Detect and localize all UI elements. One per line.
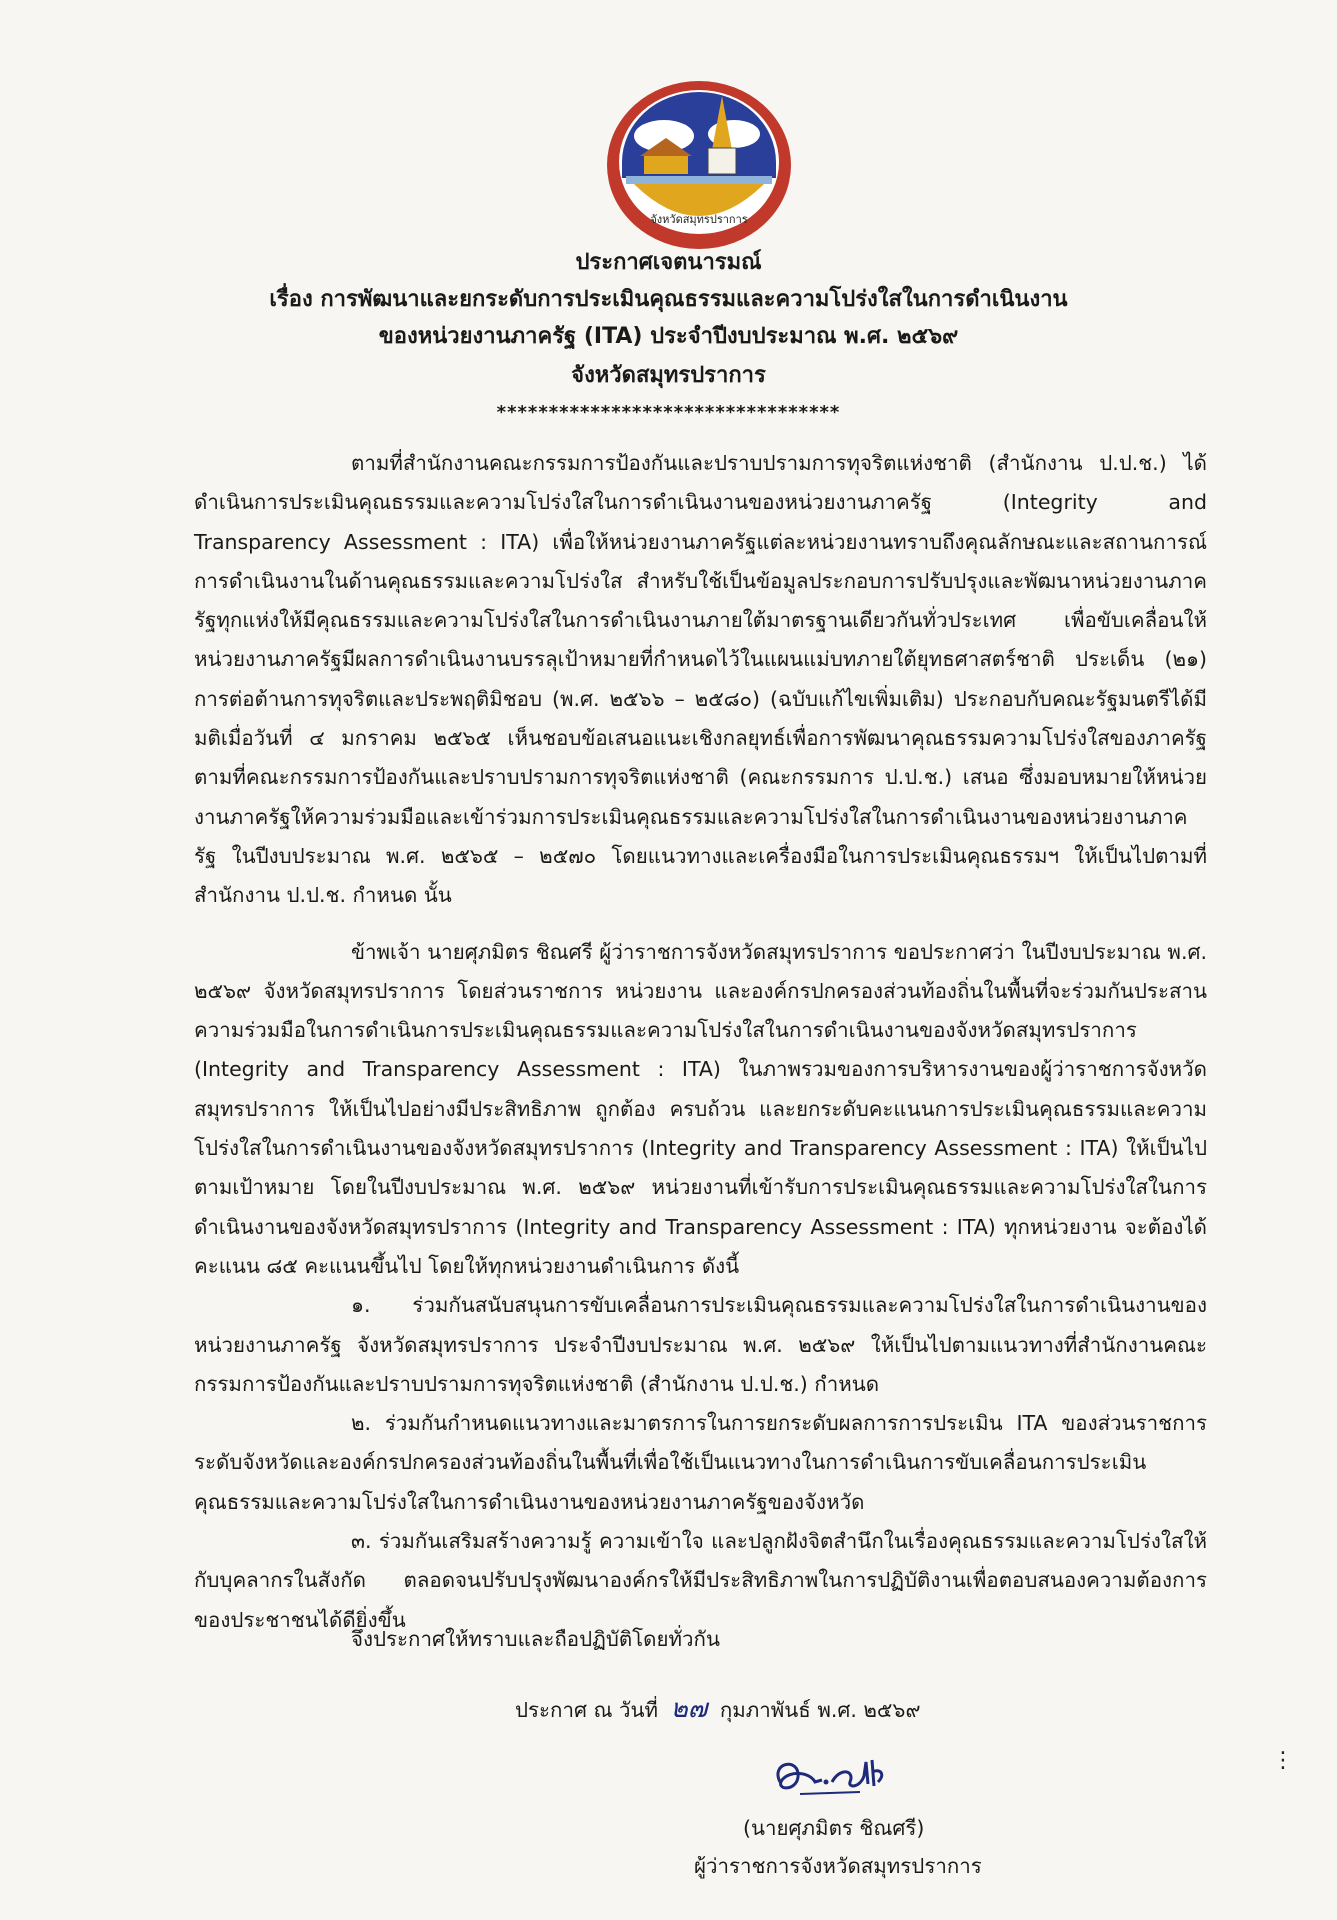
scan-edge-mark: ⋮ (1272, 1748, 1294, 1773)
paragraph-1: ตามที่สำนักงานคณะกรรมการป้องกันและปราบปรามการทุจริตแห่งชาติ (สำนักงาน ป.ป.ช.) ได้ดำเนินการประเมินคุณธรรมและความโปร่งใสในการดำเนินงานของหน่วยงานภาครัฐ (Integrity and Transparency Assessment : ITA) เพื่อให้หน่วยงานภาครัฐแต่ละหน่วยงานทราบถึงคุณลักษณะและสถานการณ์การดำเนินงานในด้านคุณธรรมและความโปร่งใส สำหรับใช้เป็นข้อมูลประกอบการปรับปรุงและพัฒนาหน่วยงานภาครัฐทุกแห่งให้มีคุณธรรมและความโปร่งใสในการดำเนินงานภายใต้มาตรฐานเดียวกันทั่วประเทศ เพื่อขับเคลื่อนให้หน่วยงานภาครัฐมีผลการดำเนินงานบรรลุเป้าหมายที่กำหนดไว้ในแผนแม่บทภายใต้ยุทธศาสตร์ชาติ ประเด็น (๒๑) การต่อต้านการทุจริตและประพฤติมิชอบ (พ.ศ. ๒๕๖๖ – ๒๕๘๐) (ฉบับแก้ไขเพิ่มเติม) ประกอบกับคณะรัฐมนตรีได้มีมติเมื่อวันที่ ๔ มกราคม ๒๕๖๕ เห็นชอบข้อเสนอแนะเชิงกลยุทธ์เพื่อการพัฒนาคุณธรรมความโปร่งใสของภาครัฐ ตามที่คณะกรรมการป้องกันและปราบปรามการทุจริตแห่งชาติ (คณะกรรมการ ป.ป.ช.) เสนอ ซึ่งมอบหมายให้หน่วยงานภาครัฐให้ความร่วมมือและเข้าร่วมการประเมินคุณธรรมและความโปร่งใสในการดำเนินงานของหน่วยงานภาครัฐ ในปีงบประมาณ พ.ศ. ๒๕๖๕ – ๒๕๗๐ โดยแนวทางและเครื่องมือในการประเมินคุณธรรมฯ ให้เป็นไปตามที่สำนักงาน ป.ป.ช. กำหนด นั้น (194, 451, 1207, 908)
province-name: จังหวัดสมุทรปราการ (571, 363, 766, 388)
separator: ********************************* (496, 402, 841, 423)
subject-line-cont: ของหน่วยงานภาครัฐ (ITA) ประจำปีงบประมาณ พ.ศ. ๒๕๖๙ (378, 324, 959, 349)
date-month-year: กุมภาพันธ์ พ.ศ. ๒๕๖๙ (719, 1698, 921, 1722)
announcement-date (515, 1688, 920, 1729)
provincial-seal-logo (604, 78, 794, 252)
subject-line: เรื่อง การพัฒนาและยกระดับการประเมินคุณธรรมและความโปร่งใสในการดำเนินงาน (269, 287, 1068, 312)
date-day-handwritten: ๒๗ (670, 1694, 708, 1724)
list-item-2: ๒. ร่วมกันกำหนดแนวทางและมาตรการในการยกระดับผลการการประเมิน ITA ของส่วนราชการระดับจังหวัดและองค์กรปกครองส่วนท้องถิ่นในพื้นที่เพื่อใช้เป็นแนวทางในการดำเนินการขับเคลื่อนการประเมินคุณธรรมและความโปร่งใสในการดำเนินงานของหน่วยงานภาครัฐของจังหวัด (194, 1411, 1207, 1514)
logo-banner-text: จังหวัดสมุทรปราการ (650, 213, 748, 226)
announcement-heading: ประกาศเจตนารมณ์ (575, 250, 762, 275)
list-item-1: ๑. ร่วมกันสนับสนุนการขับเคลื่อนการประเมินคุณธรรมและความโปร่งใสในการดำเนินงานของหน่วยงานภาครัฐ จังหวัดสมุทรปราการ ประจำปีงบประมาณ พ.ศ. ๒๕๖๙ ให้เป็นไปตามแนวทางที่สำนักงานคณะกรรมการป้องกันและปราบปรามการทุจริตแห่งชาติ (สำนักงาน ป.ป.ช.) กำหนด (194, 1293, 1207, 1396)
signatory-name: (นายศุภมิตร ชิณศรี) (743, 1816, 925, 1840)
paragraph-2: ข้าพเจ้า นายศุภมิตร ชิณศรี ผู้ว่าราชการจังหวัดสมุทรปราการ ขอประกาศว่า ในปีงบประมาณ พ.ศ. ๒๕๖๙ จังหวัดสมุทรปราการ โดยส่วนราชการ หน่วยงาน และองค์กรปกครองส่วนท้องถิ่นในพื้นที่จะร่วมกันประสานความร่วมมือในการดำเนินการประเมินคุณธรรมและความโปร่งใสในการดำเนินงานของจังหวัดสมุทรปราการ (Integrity and Transparency Assessment : ITA) ในภาพรวมของการบริหารงานของผู้ว่าราชการจังหวัดสมุทรปราการ ให้เป็นไปอย่างมีประสิทธิภาพ ถูกต้อง ครบถ้วน และยกระดับคะแนนการประเมินคุณธรรมและความโปร่งใสในการดำเนินงานของจังหวัดสมุทรปราการ (Integrity and Transparency Assessment : ITA) ให้เป็นไปตามเป้าหมาย โดยในปีงบประมาณ พ.ศ. ๒๕๖๙ หน่วยงานที่เข้ารับการประเมินคุณธรรมและความโปร่งใสในการดำเนินงานของจังหวัดสมุทรปราการ (Integrity and Transparency Assessment : ITA) ทุกหน่วยงาน จะต้องได้คะแนน ๘๕ คะแนนขึ้นไป โดยให้ทุกหน่วยงานดำเนินการ ดังนี้ (194, 939, 1207, 1278)
date-prefix: ประกาศ ณ วันที่ (515, 1698, 659, 1722)
closing-statement: จึงประกาศให้ทราบและถือปฏิบัติโดยทั่วกัน (351, 1627, 720, 1651)
body-content (194, 444, 1207, 1640)
list-item-3: ๓. ร่วมกันเสริมสร้างความรู้ ความเข้าใจ และปลูกฝังจิตสำนึกในเรื่องคุณธรรมและความโปร่งใสให้กับบุคลากรในสังกัด ตลอดจนปรับปรุงพัฒนาองค์กรให้มีประสิทธิภาพในการปฏิบัติงานเพื่อตอบสนองความต้องการของประชาชนได้ดียิ่งขึ้น (194, 1529, 1207, 1632)
handwritten-signature (760, 1742, 910, 1812)
signatory-position: ผู้ว่าราชการจังหวัดสมุทรปราการ (694, 1854, 982, 1878)
